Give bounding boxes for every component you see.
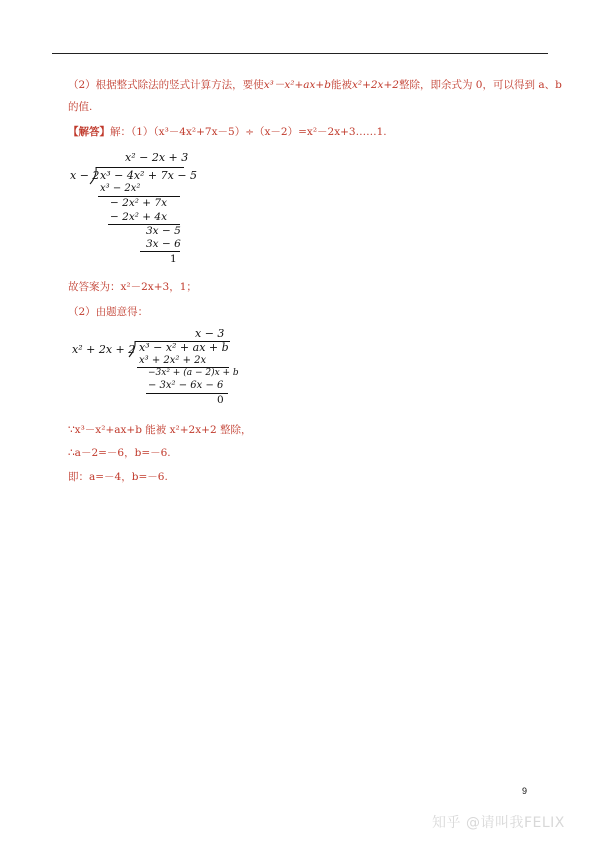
- therefore-line: ∴a－2=－6，b=－6.: [68, 447, 171, 459]
- div1-rule-3: [140, 251, 180, 252]
- div2-step-3: − 3x² − 6x − 6: [148, 380, 224, 391]
- div1-vinculum: [96, 167, 184, 168]
- div1-step-5: 3x − 6: [146, 238, 181, 250]
- intro-divisor: x²+2x+2: [351, 79, 399, 91]
- intro-text-mid: 能被: [330, 79, 352, 91]
- intro-text-post: 整除，即余式为 0，可以得到 a、b: [398, 79, 562, 91]
- header-rule: [52, 53, 548, 54]
- div1-quotient: x² − 2x + 3: [125, 151, 189, 164]
- div1-divisor: x − 2: [70, 169, 100, 182]
- part2-intro-line1: [68, 78, 562, 92]
- div1-step-3: − 2x² + 4x: [110, 211, 168, 223]
- div2-divisor: x² + 2x + 2: [72, 343, 136, 356]
- div2-remainder: 0: [217, 394, 224, 406]
- part2-intro-line2: 的值.: [68, 101, 93, 113]
- div2-dividend: x³ − x² + ax + b: [139, 341, 229, 354]
- part2-label: （2）由题意得：: [68, 306, 149, 318]
- intro-polynomial: x³－x²+ax+b: [263, 79, 331, 91]
- conclusion-line: 即：a=－4，b=－6.: [68, 471, 168, 483]
- div2-rule-2: [146, 393, 228, 394]
- div2-step-2: −3x² + (a − 2)x + b: [148, 368, 239, 378]
- watermark: 知乎 @请叫我FELIX: [432, 815, 565, 831]
- answer-text: 解：（1）（x³－4x²+7x－5）÷（x－2）=x²－2x+3……1.: [110, 126, 387, 138]
- div2-step-1: x³ + 2x² + 2x: [139, 355, 207, 366]
- intro-text-pre: （2）根据整式除法的竖式计算方法，要使: [68, 79, 264, 91]
- div1-step-1: x³ − 2x²: [100, 183, 141, 194]
- div1-dividend: x³ − 4x² + 7x − 5: [100, 169, 198, 182]
- because-line: ∵x³－x²+ax+b 能被 x²+2x+2 整除，: [68, 424, 252, 436]
- div1-remainder: 1: [170, 253, 177, 265]
- div1-step-2: − 2x² + 7x: [110, 197, 168, 209]
- page-number: 9: [522, 786, 528, 796]
- fill-answer-line: 故答案为：x²－2x+3，1；: [68, 281, 197, 293]
- answer-tag: 【解答】: [68, 126, 110, 138]
- div1-step-4: 3x − 5: [146, 225, 181, 237]
- div2-quotient: x − 3: [195, 327, 225, 340]
- answer-line: [68, 125, 387, 139]
